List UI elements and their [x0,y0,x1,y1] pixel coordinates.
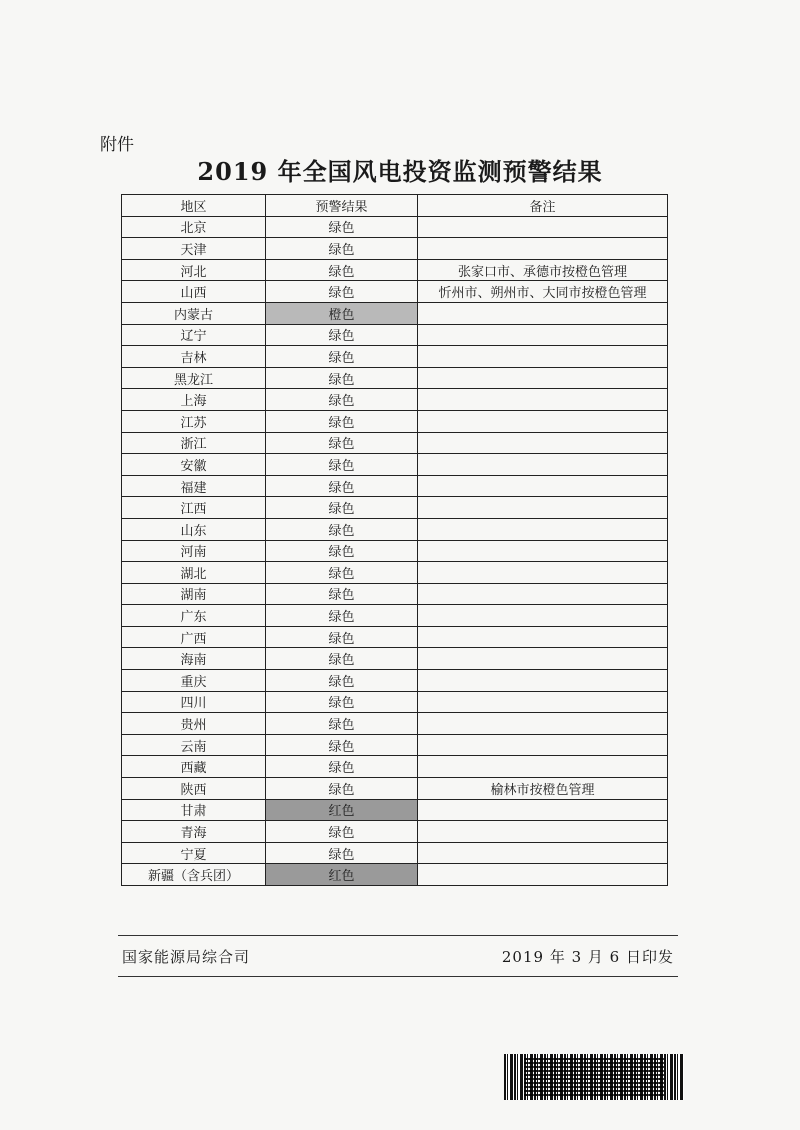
table-row [122,497,668,519]
table-row [122,367,668,389]
warning-table [121,194,668,886]
note-cell [418,432,668,454]
note-cell [418,583,668,605]
result-cell: 绿色 [266,367,418,389]
page-title: 2019 年全国风电投资监测预警结果 [197,157,603,186]
note-cell: 榆林市按橙色管理 [418,778,668,800]
note-cell [418,626,668,648]
result-cell: 绿色 [266,324,418,346]
region-cell: 云南 [122,734,266,756]
table-row [122,691,668,713]
region-cell: 西藏 [122,756,266,778]
note-cell [418,302,668,324]
table-row [122,389,668,411]
note-cell [418,475,668,497]
region-cell: 内蒙古 [122,302,266,324]
table-row [122,540,668,562]
footer-top-rule [118,935,678,936]
note-cell [418,713,668,735]
region-cell: 四川 [122,691,266,713]
result-cell: 绿色 [266,626,418,648]
table-row [122,216,668,238]
note-cell [418,864,668,886]
table-body [122,216,668,885]
table-row [122,324,668,346]
region-cell: 广东 [122,605,266,627]
region-cell: 重庆 [122,670,266,692]
result-cell: 绿色 [266,842,418,864]
note-cell [418,605,668,627]
region-cell: 江苏 [122,410,266,432]
table-row [122,454,668,476]
table-row [122,475,668,497]
note-cell: 忻州市、朔州市、大同市按橙色管理 [418,281,668,303]
result-cell: 绿色 [266,389,418,411]
region-cell: 海南 [122,648,266,670]
attachment-label: 附件 [100,135,134,155]
result-cell: 绿色 [266,778,418,800]
note-cell [418,389,668,411]
result-cell: 红色 [266,799,418,821]
note-cell [418,497,668,519]
table-row [122,734,668,756]
region-cell: 北京 [122,216,266,238]
note-cell [418,410,668,432]
note-cell [418,670,668,692]
result-cell: 绿色 [266,583,418,605]
region-cell: 上海 [122,389,266,411]
table-row [122,756,668,778]
note-cell [418,324,668,346]
result-cell: 绿色 [266,454,418,476]
result-cell: 绿色 [266,734,418,756]
region-cell: 湖南 [122,583,266,605]
table-row [122,821,668,843]
table-row [122,648,668,670]
region-cell: 吉林 [122,346,266,368]
region-cell: 青海 [122,821,266,843]
note-cell [418,842,668,864]
table-row [122,842,668,864]
result-cell: 绿色 [266,518,418,540]
region-cell: 福建 [122,475,266,497]
result-cell: 绿色 [266,540,418,562]
note-cell [418,648,668,670]
result-cell: 绿色 [266,259,418,281]
note-cell [418,562,668,584]
region-cell: 宁夏 [122,842,266,864]
table-row [122,238,668,260]
region-cell: 黑龙江 [122,367,266,389]
note-cell [418,216,668,238]
footer-bottom-rule [118,976,678,977]
result-cell: 绿色 [266,497,418,519]
table-row [122,713,668,735]
table-row [122,281,668,303]
table-row [122,259,668,281]
region-cell: 陕西 [122,778,266,800]
result-cell: 绿色 [266,216,418,238]
note-cell [418,346,668,368]
note-cell [418,691,668,713]
note-cell [418,540,668,562]
header-region: 地区 [122,195,266,217]
region-cell: 江西 [122,497,266,519]
note-cell [418,756,668,778]
issue-date: 2019 年 3 月 6 日印发 [501,948,674,966]
table-row [122,410,668,432]
table-row [122,518,668,540]
issuer: 国家能源局综合司 [122,948,251,966]
region-cell: 山东 [122,518,266,540]
result-cell: 红色 [266,864,418,886]
region-cell: 广西 [122,626,266,648]
note-cell [418,454,668,476]
result-cell: 绿色 [266,432,418,454]
result-cell: 绿色 [266,713,418,735]
result-cell: 绿色 [266,648,418,670]
table-row [122,432,668,454]
table-row [122,302,668,324]
note-cell [418,518,668,540]
result-cell: 绿色 [266,691,418,713]
region-cell: 河北 [122,259,266,281]
table-row [122,864,668,886]
region-cell: 辽宁 [122,324,266,346]
note-cell: 张家口市、承德市按橙色管理 [418,259,668,281]
result-cell: 橙色 [266,302,418,324]
header-note: 备注 [418,195,668,217]
result-cell: 绿色 [266,605,418,627]
region-cell: 浙江 [122,432,266,454]
table-row [122,799,668,821]
table-row [122,583,668,605]
table-row [122,346,668,368]
barcode-icon [504,1054,684,1100]
header-result: 预警结果 [266,195,418,217]
table-row [122,670,668,692]
note-cell [418,799,668,821]
region-cell: 新疆（含兵团） [122,864,266,886]
result-cell: 绿色 [266,281,418,303]
result-cell: 绿色 [266,821,418,843]
result-cell: 绿色 [266,238,418,260]
result-cell: 绿色 [266,756,418,778]
result-cell: 绿色 [266,562,418,584]
table-row [122,562,668,584]
result-cell: 绿色 [266,410,418,432]
note-cell [418,367,668,389]
region-cell: 山西 [122,281,266,303]
table-row [122,778,668,800]
region-cell: 甘肃 [122,799,266,821]
region-cell: 安徽 [122,454,266,476]
result-cell: 绿色 [266,346,418,368]
result-cell: 绿色 [266,670,418,692]
note-cell [418,821,668,843]
region-cell: 天津 [122,238,266,260]
table-header-row [122,195,668,217]
table-row [122,605,668,627]
region-cell: 湖北 [122,562,266,584]
note-cell [418,734,668,756]
result-cell: 绿色 [266,475,418,497]
note-cell [418,238,668,260]
region-cell: 河南 [122,540,266,562]
region-cell: 贵州 [122,713,266,735]
table-row [122,626,668,648]
